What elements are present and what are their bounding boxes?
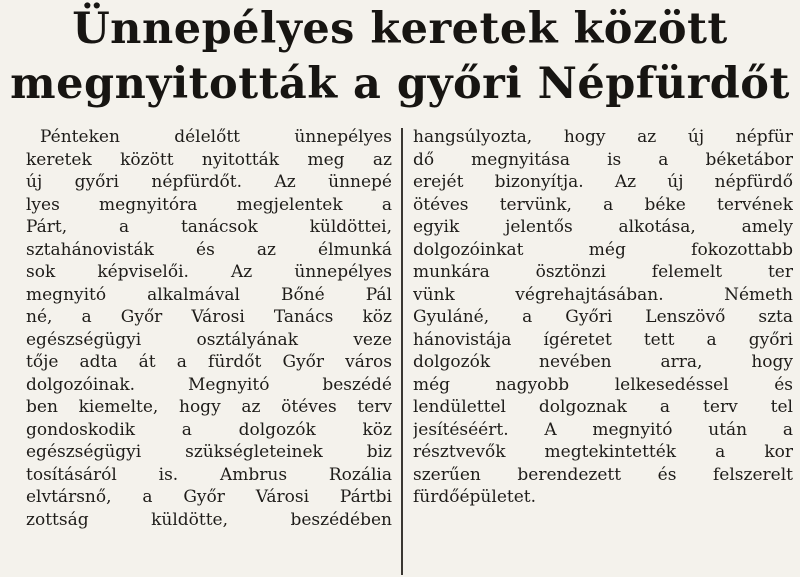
text-line: megnyitó alkalmával Bőné Pál (26, 284, 392, 305)
text-line: még nagyobb lelkesedéssel és (413, 374, 793, 395)
text-line: hangsúlyozta, hogy az új népfür (413, 127, 793, 147)
article-column-right (413, 126, 793, 509)
text-line: keretek között nyitották meg az (26, 149, 392, 170)
text-line: munkára ösztönzi felemelt ter (413, 262, 793, 282)
text-line: tosításáról is. Ambrus Rozália (26, 464, 392, 485)
text-line: elvtársnő, a Győr Városi Pártbi (26, 487, 392, 507)
text-line: ötéves tervünk, a béke tervének (413, 194, 793, 215)
text-line: résztvevők megtekintették a kor (413, 442, 793, 462)
text-line: erejét bizonyítja. Az új népfürdő (413, 172, 793, 192)
headline-line-2: megnyitották a győri Népfürdőt (10, 59, 790, 109)
text-line: egészségügyi szükségleteinek biz (26, 442, 392, 462)
article-headline (0, 2, 800, 112)
text-line: dolgozóinkat még fokozottabb (413, 239, 793, 260)
column-divider (401, 128, 403, 575)
text-line: Gyuláné, a Győri Lenszövő szta (413, 307, 793, 327)
text-line: Párt, a tanácsok küldöttei, (26, 217, 392, 237)
text-line: gondoskodik a dolgozók köz (26, 419, 392, 440)
text-line: tője adta át a fürdőt Győr város (26, 352, 392, 372)
text-line: Pénteken délelőtt ünnepélyes (40, 127, 392, 147)
text-line: lyes megnyitóra megjelentek a (26, 194, 392, 215)
text-line: sztahánovisták és az élmunká (26, 239, 392, 260)
text-line: dolgozóinak. Megnyitó beszédé (26, 374, 392, 395)
text-line: dő megnyitása is a béketábor (413, 149, 793, 170)
text-line: hánovistája ígéretet tett a győri (413, 329, 793, 350)
headline-line-1: Ünnepélyes keretek között (72, 4, 728, 54)
text-line: né, a Győr Városi Tanács köz (26, 307, 392, 327)
text-line: lendülettel dolgoznak a terv tel (413, 397, 793, 417)
article-column-left (26, 126, 392, 531)
text-line: jesítéséért. A megnyitó után a (413, 419, 793, 440)
text-line: zottság küldötte, beszédében (26, 509, 392, 530)
text-line: dolgozók nevében arra, hogy (413, 352, 793, 372)
text-line: vünk végrehajtásában. Németh (413, 284, 793, 305)
text-line: egyik jelentős alkotása, amely (413, 217, 793, 237)
text-line: fürdőépületet. (413, 487, 537, 507)
text-line: új győri népfürdőt. Az ünnepé (26, 172, 392, 192)
text-line: ben kiemelte, hogy az ötéves terv (26, 397, 392, 417)
text-line: egészségügyi osztályának veze (26, 329, 392, 350)
text-line: sok képviselői. Az ünnepélyes (26, 262, 392, 282)
text-line: szerűen berendezett és felszerelt (413, 464, 793, 485)
